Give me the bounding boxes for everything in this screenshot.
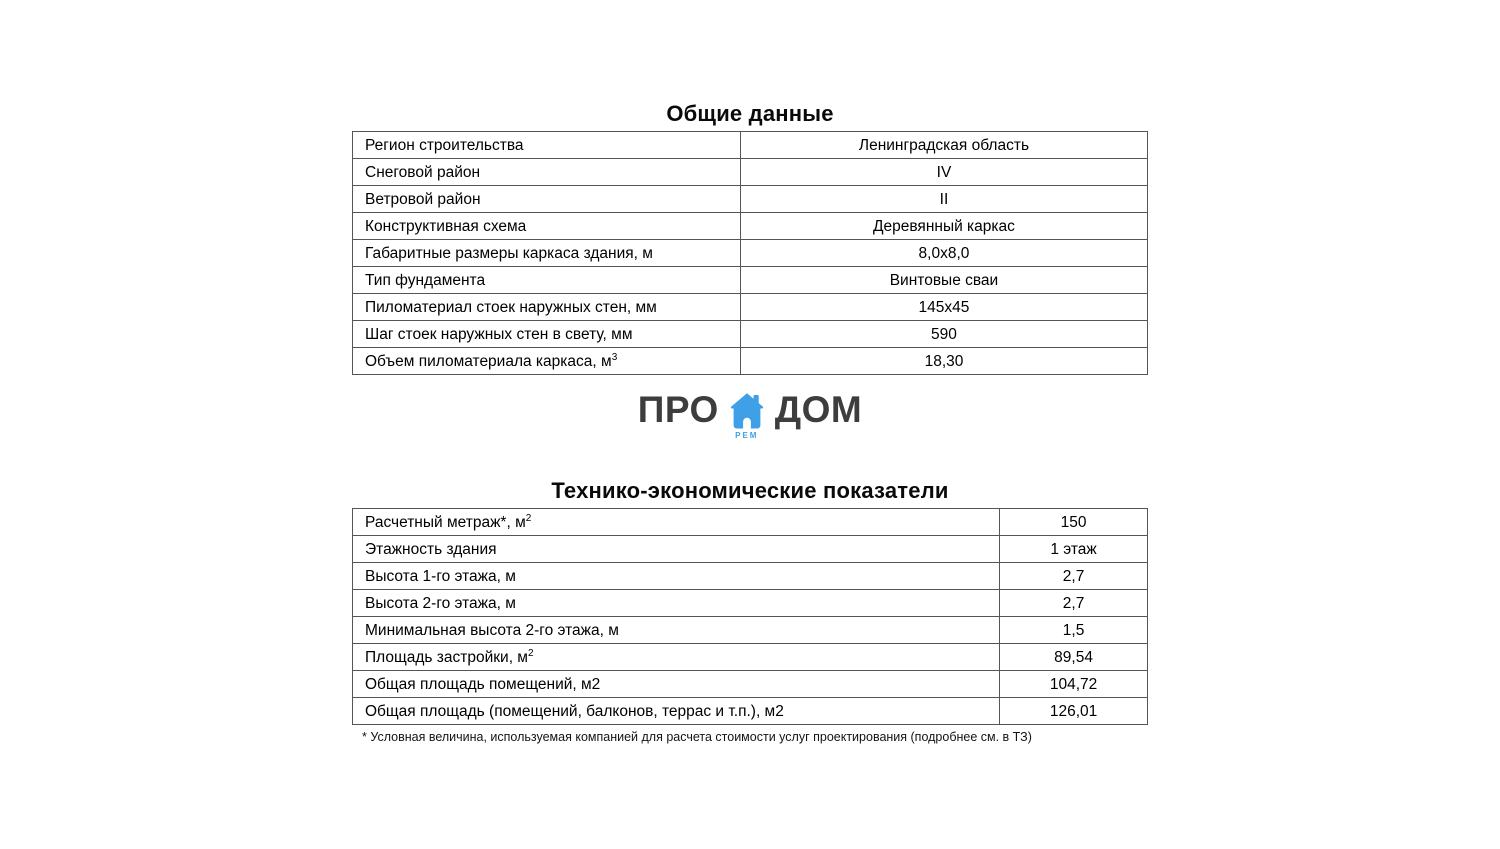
row-label: Пиломатериал стоек наружных стен, мм <box>353 294 741 321</box>
logo-subtext: РЕМ <box>735 431 759 440</box>
table-row <box>353 644 1148 671</box>
row-label: Тип фундамента <box>353 267 741 294</box>
row-value: 145х45 <box>740 294 1147 321</box>
table-row <box>353 267 1148 294</box>
row-value: II <box>740 186 1147 213</box>
document-page <box>352 0 1148 744</box>
row-label: Общая площадь помещений, м2 <box>353 671 1000 698</box>
row-label: Высота 1-го этажа, м <box>353 563 1000 590</box>
row-label: Расчетный метраж*, $м^2$ <box>353 509 1000 536</box>
row-value: 1,5 <box>1000 617 1148 644</box>
row-value: Деревянный каркас <box>740 213 1147 240</box>
table-row <box>353 509 1148 536</box>
table-row <box>353 321 1148 348</box>
table-row <box>353 590 1148 617</box>
row-label: Высота 2-го этажа, м <box>353 590 1000 617</box>
row-value: Ленинградская область <box>740 132 1147 159</box>
row-value: 590 <box>740 321 1147 348</box>
table-row <box>353 240 1148 267</box>
row-value: 8,0х8,0 <box>740 240 1147 267</box>
tep-table-title: Технико-экономические показатели <box>551 478 949 503</box>
row-label: Габаритные размеры каркаса здания, м <box>353 240 741 267</box>
logo-text-dom: ДОМ <box>774 389 863 430</box>
row-value: Винтовые сваи <box>740 267 1147 294</box>
row-value: 104,72 <box>1000 671 1148 698</box>
table-row <box>353 159 1148 186</box>
prodom-logo <box>352 390 1148 440</box>
row-label: Площадь застройки, $м^2$ <box>353 644 1000 671</box>
row-label: Объем пиломатериала каркаса, $м^3$ <box>353 348 741 375</box>
logo-text-pro: ПРО <box>637 389 719 430</box>
row-value: IV <box>740 159 1147 186</box>
table-row <box>353 698 1148 725</box>
table-row <box>353 536 1148 563</box>
table-row <box>353 563 1148 590</box>
footnote: * Условная величина, используемая компанией для расчета стоимости услуг проектирования (подробнее см. в ТЗ) <box>362 730 1032 744</box>
row-value: 150 <box>1000 509 1148 536</box>
tep-table <box>352 508 1148 725</box>
table-row <box>353 213 1148 240</box>
table-row <box>353 132 1148 159</box>
general-table-title: Общие данные <box>666 101 834 126</box>
row-label: Минимальная высота 2-го этажа, м <box>353 617 1000 644</box>
table-row <box>353 294 1148 321</box>
row-value: 126,01 <box>1000 698 1148 725</box>
row-value: 2,7 <box>1000 590 1148 617</box>
row-label: Шаг стоек наружных стен в свету, мм <box>353 321 741 348</box>
general-data-table <box>352 131 1148 375</box>
row-value: 89,54 <box>1000 644 1148 671</box>
row-label: Регион строительства <box>353 132 741 159</box>
row-label: Снеговой район <box>353 159 741 186</box>
table-row <box>353 617 1148 644</box>
row-value: 2,7 <box>1000 563 1148 590</box>
table-row <box>353 348 1148 375</box>
row-value: 1 этаж <box>1000 536 1148 563</box>
row-label: Этажность здания <box>353 536 1000 563</box>
table-row <box>353 671 1148 698</box>
row-label: Ветровой район <box>353 186 741 213</box>
row-label: Конструктивная схема <box>353 213 741 240</box>
table-row <box>353 186 1148 213</box>
row-label: Общая площадь (помещений, балконов, террас и т.п.), м2 <box>353 698 1000 725</box>
house-icon <box>730 390 764 440</box>
row-value: 18,30 <box>740 348 1147 375</box>
